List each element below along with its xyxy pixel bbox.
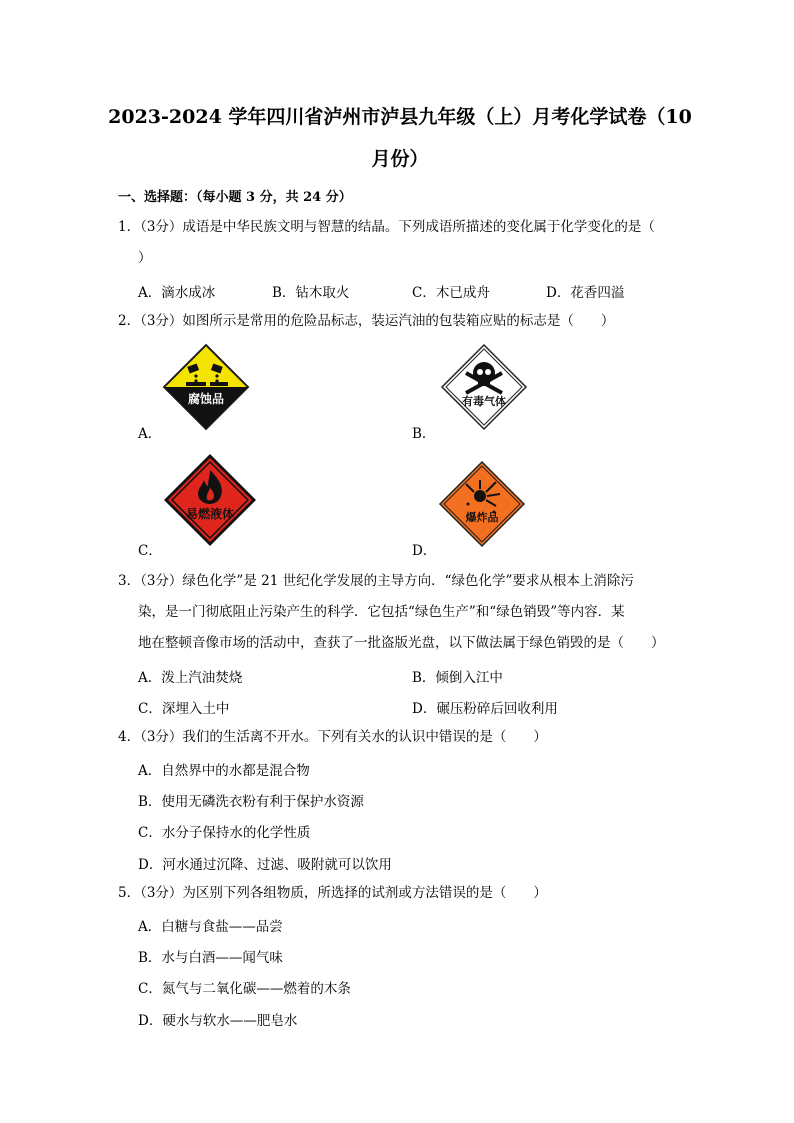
page-title: 2023-2024 学年四川省泸州市泸县九年级（上）月考化学试卷（10: [108, 106, 692, 128]
question-2-option-d: D．: [412, 543, 437, 559]
question-2-option-a: A．: [138, 426, 162, 442]
question-3-option-c: C．深埋入土中: [138, 701, 230, 717]
sign-label: 有毒气体: [462, 395, 506, 408]
question-4-option-c: C．水分子保持水的化学性质: [138, 825, 311, 841]
explosive-sign: [438, 460, 526, 548]
question-3-stem-cont: 染，是一门彻底阻止污染产生的科学．它包括“绿色生产”和“绿色销毁”等内容．某: [138, 604, 625, 620]
sign-label: 腐蚀品: [187, 392, 225, 406]
flammable-liquid-sign: [162, 452, 258, 548]
question-5-option-d: D．硬水与软水——肥皂水: [138, 1013, 298, 1029]
sign-label: 易燃液体: [185, 507, 235, 521]
question-2-option-b: B．: [412, 426, 436, 442]
question-1-option-a: A．滴水成冰: [138, 285, 216, 301]
question-1-stem: 1．（3分）成语是中华民族文明与智慧的结晶。下列成语所描述的变化属于化学变化的是（: [118, 219, 655, 235]
question-5-option-a: A．白糖与食盐——品尝: [138, 919, 283, 935]
question-1-option-b: B．钻木取火: [272, 285, 350, 301]
question-2-option-c: C．: [138, 543, 162, 559]
question-4-option-a: A．自然界中的水都是混合物: [138, 763, 310, 779]
question-3-stem-cont: 地在整顿音像市场的活动中，查获了一批盗版光盘，以下做法属于绿色销毁的是（ ）: [138, 635, 665, 651]
toxic-gas-sign: [440, 343, 528, 431]
question-3-option-a: A．泼上汽油焚烧: [138, 670, 243, 686]
question-5-option-b: B．水与白酒——闻气味: [138, 950, 283, 966]
question-1-option-c: C．木已成舟: [412, 285, 490, 301]
corrosive-sign: [162, 343, 250, 431]
question-1-option-d: D．花香四溢: [546, 285, 625, 301]
page-title-cont: 月份）: [371, 148, 429, 170]
question-3-stem: 3．（3分）绿色化学”是 21 世纪化学发展的主导方向．“绿色化学”要求从根本上消除污: [118, 573, 634, 589]
question-4-option-d: D．河水通过沉降、过滤、吸附就可以饮用: [138, 857, 392, 873]
question-3-option-d: D．碾压粉碎后回收利用: [412, 701, 558, 717]
question-4-stem: 4．（3分）我们的生活离不开水。下列有关水的认识中错误的是（ ）: [118, 729, 547, 745]
question-4-option-b: B．使用无磷洗衣粉有利于保护水资源: [138, 794, 364, 810]
section-heading: 一、选择题：（每小题 3 分，共 24 分）: [118, 190, 352, 205]
question-5-stem: 5．（3分）为区别下列各组物质，所选择的试剂或方法错误的是（ ）: [118, 885, 547, 901]
question-1-stem-cont: ）: [138, 250, 152, 266]
question-3-option-b: B．倾倒入江中: [412, 670, 503, 686]
question-5-option-c: C．氮气与二氧化碳——燃着的木条: [138, 981, 351, 997]
sign-label: 爆炸品: [465, 511, 499, 524]
question-2-stem: 2．（3分）如图所示是常用的危险品标志，装运汽油的包装箱应贴的标志是（ ）: [118, 313, 615, 329]
